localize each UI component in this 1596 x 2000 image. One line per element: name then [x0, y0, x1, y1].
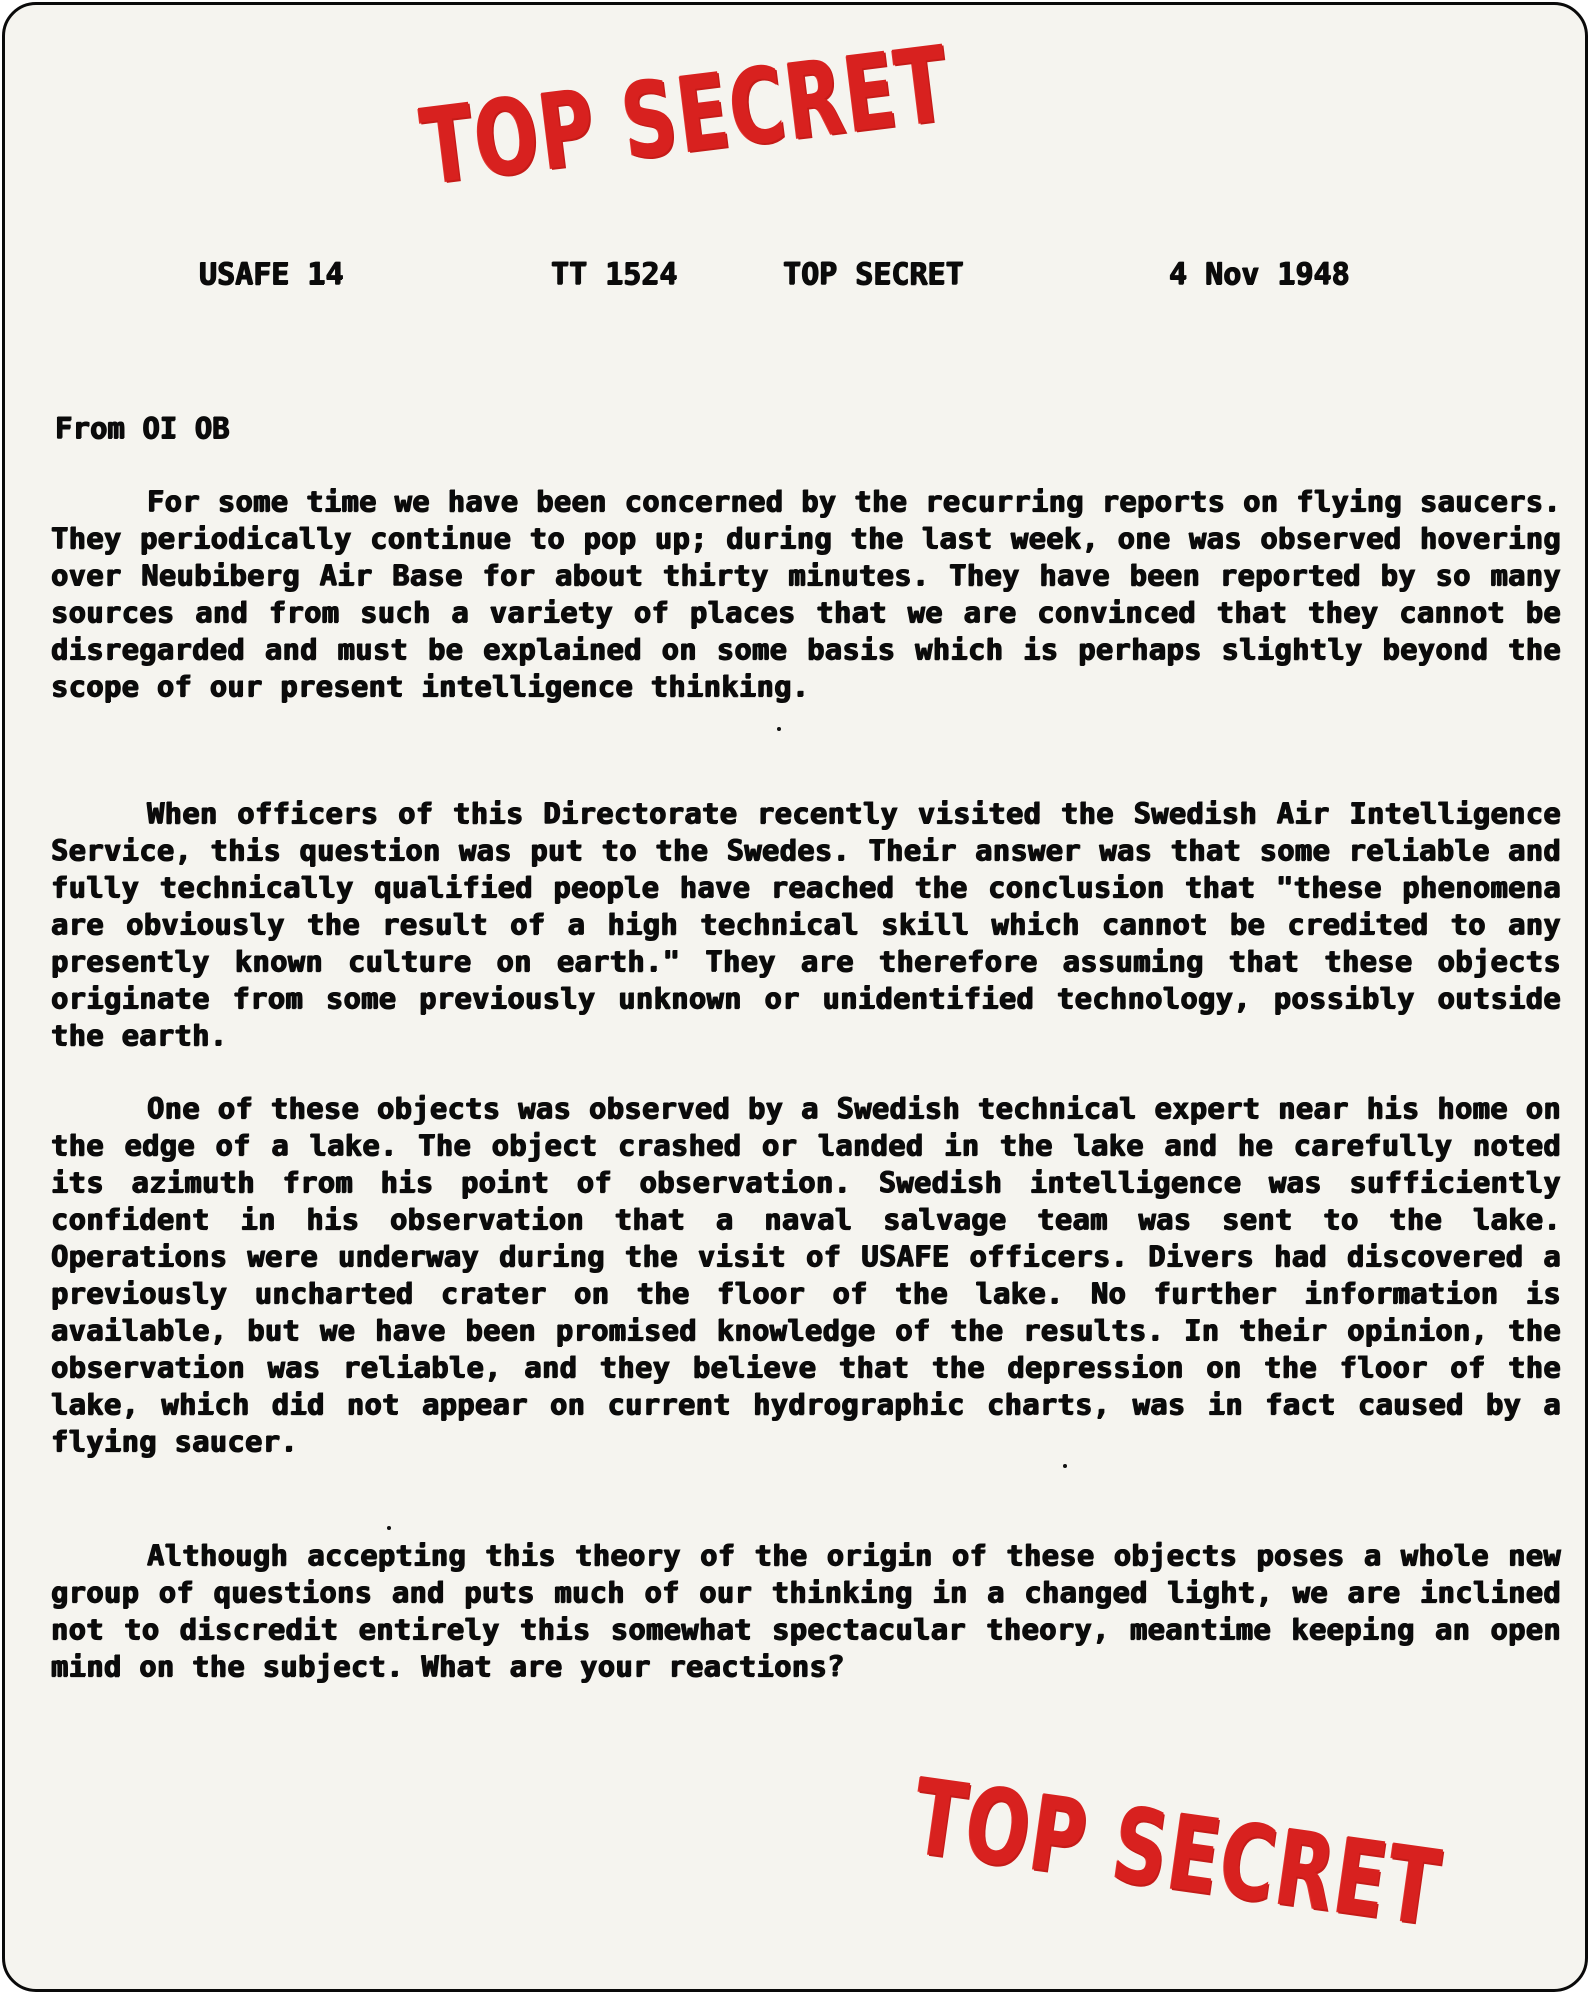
paragraph-3: One of these objects was observed by a Swedish technical expert near his home on the edge of a lake. The object crashed or landed in the lake and he carefully noted its azimuth from his point of observation. Swedish intelligence was sufficiently confident in his observation that a naval salvage team was sent to the lake. Operations were underway during the visit of USAFE officers. Divers had discovered a previously uncharted crater on the floor of the lake. No further information is available, but we have been promised knowledge of the results. In their opinion, the observation was reliable, and they believe that the depression on the floor of the lake, which did not appear on current hydrographic charts, was in fact caused by a flying saucer. [51, 1091, 1561, 1458]
header-tt: TT 1524 [551, 257, 678, 292]
ink-speck [777, 727, 781, 731]
from-line: From OI OB [55, 411, 230, 445]
top-secret-stamp-top: TOP SECRET [415, 22, 956, 209]
document-page [2, 2, 1588, 1992]
paragraph-2: When officers of this Directorate recently visited the Swedish Air Intelligence Service, this question was put to the Swedes. Their answer was that some reliable and fully technically qualified people have reached the conclusion that "these phenomena are obviously the result of a high technical skill which cannot be credited to any presently known culture on earth." They are therefore assuming that these objects originate from some previously unknown or unidentified technology, possibly outside the earth. [51, 796, 1561, 1052]
header-ref: USAFE 14 [199, 257, 344, 292]
ink-speck [387, 1526, 391, 1530]
header-classification: TOP SECRET [783, 257, 964, 292]
paragraph-4: Although accepting this theory of the origin of these objects poses a whole new group of questions and puts much of our thinking in a changed light, we are inclined not to discredit entirely this somewhat spectacular theory, meantime keeping an open mind on the subject. What are your reactions? [51, 1538, 1561, 1683]
top-secret-stamp-bottom: TOP SECRET [906, 1755, 1448, 1950]
header-date: 4 Nov 1948 [1169, 257, 1350, 292]
paragraph-1: For some time we have been concerned by the recurring reports on flying saucers. They periodically continue to pop up; during the last week, one was observed hovering over Neubiberg Air Base for about thirty minutes. They have been reported by so many sources and from such a variety of places that we are convinced that they cannot be disregarded and must be explained on some basis which is perhaps slightly beyond the scope of our present intelligence thinking. [51, 484, 1561, 703]
ink-speck [1063, 1464, 1067, 1468]
